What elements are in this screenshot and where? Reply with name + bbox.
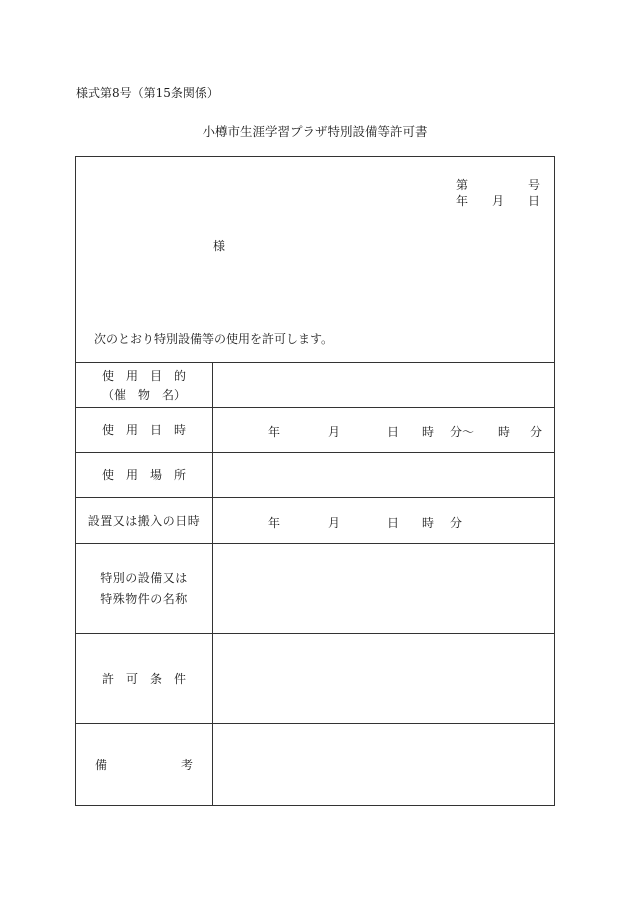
column-divider bbox=[212, 362, 213, 805]
equipment-name-label: 特別の設備又は 特殊物件の名称 bbox=[100, 571, 188, 606]
conditions-label: 許 可 条 件 bbox=[101, 671, 186, 686]
issue-month-label: 月 bbox=[492, 194, 505, 208]
number-prefix: 第 bbox=[456, 178, 469, 192]
install-hour-label: 時 bbox=[422, 516, 435, 530]
install-month-label: 月 bbox=[328, 516, 341, 530]
use-end-minute-label: 分 bbox=[530, 425, 543, 439]
use-day-label: 日 bbox=[387, 425, 400, 439]
purpose-label-line2: （催 物 名） bbox=[101, 387, 186, 402]
use-start-minute-label: 分〜 bbox=[450, 425, 475, 439]
addressee-honorific: 様 bbox=[213, 239, 226, 253]
install-minute-label: 分 bbox=[450, 516, 463, 530]
issue-year-label: 年 bbox=[456, 194, 469, 208]
issue-day-label: 日 bbox=[528, 194, 541, 208]
use-end-hour-label: 時 bbox=[498, 425, 511, 439]
permit-statement: 次のとおり特別設備等の使用を許可します。 bbox=[94, 332, 334, 346]
remarks-label bbox=[76, 723, 212, 805]
permit-form-table bbox=[75, 156, 555, 806]
number-suffix: 号 bbox=[528, 178, 541, 192]
datetime-label: 使 用 日 時 bbox=[101, 423, 186, 437]
use-month-label: 月 bbox=[328, 425, 341, 439]
install-year-label: 年 bbox=[268, 516, 281, 530]
use-start-hour-label: 時 bbox=[422, 425, 435, 439]
purpose-label-line1: 使 用 目 的 bbox=[101, 368, 186, 383]
purpose-label bbox=[76, 362, 212, 407]
form-number: 様式第8号（第15条関係） bbox=[76, 86, 219, 100]
place-label: 使 用 場 所 bbox=[101, 468, 186, 482]
install-datetime-label: 設置又は搬入の日時 bbox=[87, 513, 201, 528]
install-day-label: 日 bbox=[387, 516, 400, 530]
remarks-label-a: 備 bbox=[95, 757, 108, 772]
use-year-label: 年 bbox=[268, 425, 281, 439]
document-title: 小樽市生涯学習プラザ特別設備等許可書 bbox=[202, 124, 428, 139]
remarks-label-b: 考 bbox=[180, 757, 193, 772]
